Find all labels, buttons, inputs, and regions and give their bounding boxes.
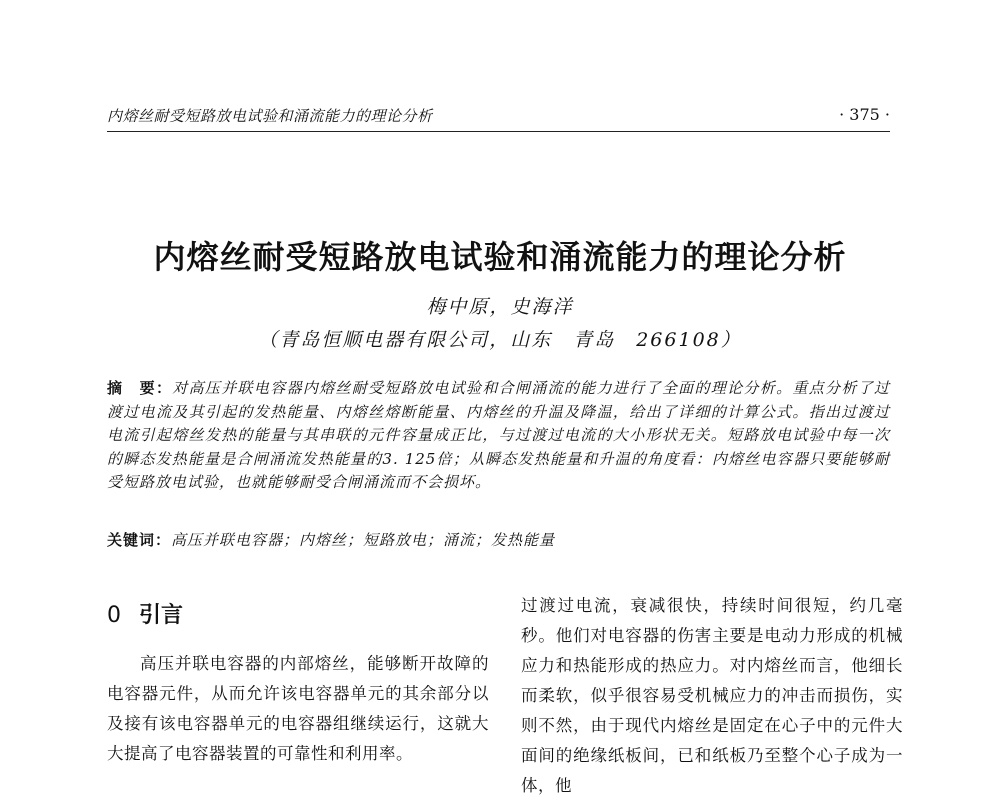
paper-title: 内熔丝耐受短路放电试验和涌流能力的理论分析 <box>153 238 847 276</box>
abstract-text: 对高压并联电容器内熔丝耐受短路放电试验和合闸涌流的能力进行了全面的理论分析。重点分析了过渡过电流及其引起的发热能量、内熔丝熔断能量、内熔丝的升温及降温，给出了详细的计算公式。指出过渡过电流引起熔丝发热的能量与其串联的元件容量成正比，与过渡过电流的大小形状无关。短路放电试验中每一次的瞬态发热能量是合闸涌流发热能量的3. 125倍；从瞬态发热能量和升温的角度看：内熔丝电容器只要能够耐受短路放电试验，也就能够耐受合闸涌流而不会损坏。 <box>107 379 890 491</box>
section-title: 引言 <box>139 603 184 628</box>
keywords <box>107 529 890 550</box>
body-paragraph: 过渡过电流，衰减很快，持续时间很短，约几毫秒。他们对电容器的伤害主要是电动力形成的机械应力和热能形成的热应力。对内熔丝而言，他细长而柔软，似乎很容易受机械应力的冲击而损伤，实则不然，由于现代内熔丝是固定在心子中的元件大面间的绝缘纸板间，已和纸板乃至整个心子成为一体，他 <box>521 596 903 795</box>
body-paragraph: 高压并联电容器的内部熔丝，能够断开故障的电容器元件，从而允许该电容器单元的其余部分以及接有该电容器单元的电容器组继续运行，这就大大提高了电容器装置的可靠性和利用率。 <box>107 654 489 763</box>
paper-affiliation: （青岛恒顺电器有限公司，山东 青岛 266108） <box>258 329 742 351</box>
running-header-title: 内熔丝耐受短路放电试验和涌流能力的理论分析 <box>107 107 433 125</box>
body-right-column <box>521 591 903 801</box>
paper-authors: 梅中原，史海洋 <box>426 296 574 318</box>
page-number: · 375 · <box>839 105 890 124</box>
body-left-column <box>107 649 489 769</box>
abstract-label: 摘 要： <box>107 379 173 397</box>
running-header <box>107 103 890 132</box>
keywords-text: 高压并联电容器；内熔丝；短路放电；涌流；发热能量 <box>171 531 556 549</box>
section-number: 0 <box>107 603 121 628</box>
abstract <box>107 377 890 495</box>
section-heading <box>107 598 183 629</box>
keywords-label: 关键词： <box>107 531 172 549</box>
